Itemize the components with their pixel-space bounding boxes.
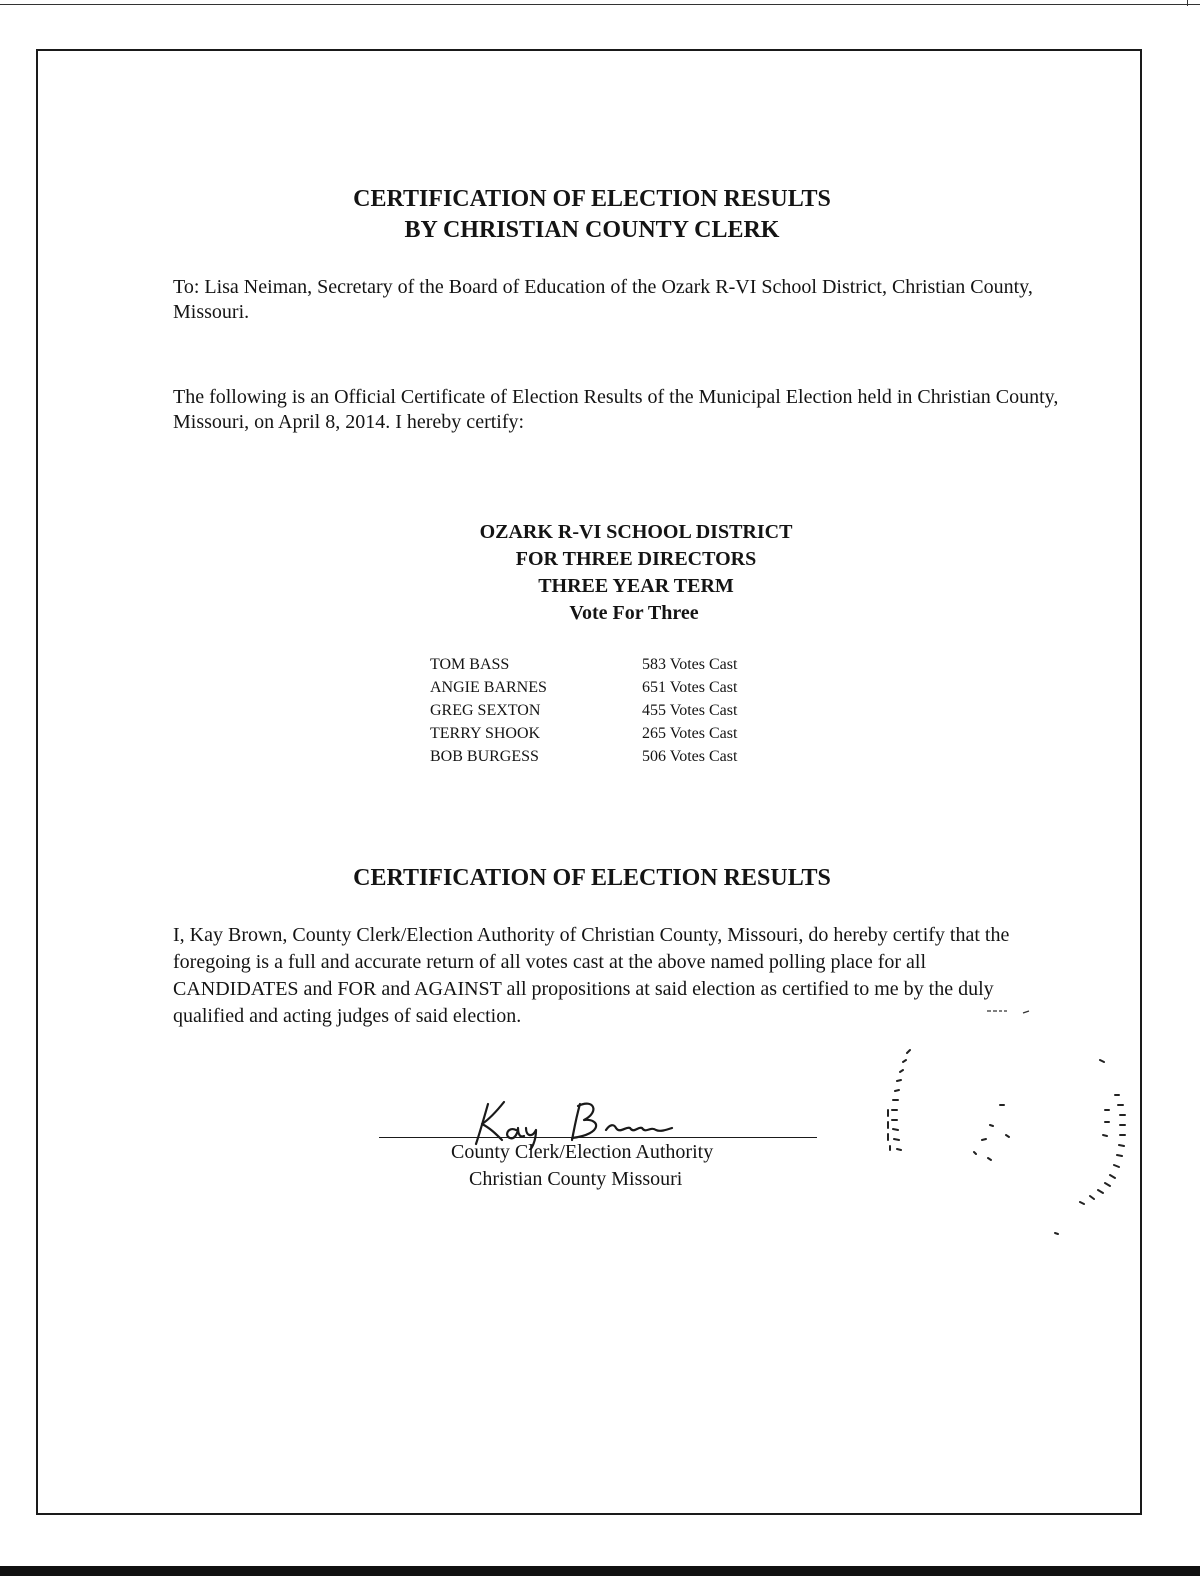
candidate-votes: 506 Votes Cast [642,748,738,765]
candidate-name: TERRY SHOOK [430,725,541,742]
result-row [430,745,790,768]
candidate-name: BOB BURGESS [430,748,539,765]
contest-office: FOR THREE DIRECTORS [515,548,757,570]
signatory-title: County Clerk/Election Authority [451,1141,714,1163]
candidate-name: GREG SEXTON [430,702,541,719]
candidate-votes: 651 Votes Cast [642,679,738,696]
contest-district: OZARK R-VI SCHOOL DISTRICT [479,521,793,543]
signatory-county: Christian County Missouri [469,1168,683,1190]
scan-top-tick [1187,0,1188,6]
scan-bottom-edge [0,1566,1200,1576]
document-subtitle: BY CHRISTIAN COUNTY CLERK [404,217,780,243]
stray-marks [985,1005,1035,1017]
result-row [430,676,790,699]
certification-title: CERTIFICATION OF ELECTION RESULTS [353,865,831,891]
document-title: CERTIFICATION OF ELECTION RESULTS [353,186,831,212]
candidate-votes: 583 Votes Cast [642,656,738,673]
addressee-paragraph: To: Lisa Neiman, Secretary of the Board of Education of the Ozark R-VI School District, Christian County, Missouri. [173,276,1033,323]
result-row [430,722,790,745]
results-table [430,653,790,768]
candidate-name: ANGIE BARNES [430,679,547,696]
result-row [430,699,790,722]
candidate-votes: 455 Votes Cast [642,702,738,719]
signature-line [379,1137,817,1138]
intro-paragraph: The following is an Official Certificate of Election Results of the Municipal Election held in Christian County, Missouri, on April 8, 2014. I hereby certify: [173,386,1059,433]
certification-paragraph: I, Kay Brown, County Clerk/Election Authority of Christian County, Missouri, do hereby certify that the foregoing is a full and accurate return of all votes cast at the above named polling place for all CANDIDATES and FOR and AGAINST all propositions at said election as certified to me by the duly qualified and acting judges of said election. [173,924,1010,1027]
candidate-votes: 265 Votes Cast [642,725,738,742]
candidate-name: TOM BASS [430,656,510,673]
contest-term: THREE YEAR TERM [538,575,734,597]
embossed-seal-icon [870,1040,1140,1250]
contest-vote-for: Vote For Three [569,602,699,624]
result-row [430,653,790,676]
scan-top-edge [0,4,1200,5]
page-border [36,49,1142,1515]
